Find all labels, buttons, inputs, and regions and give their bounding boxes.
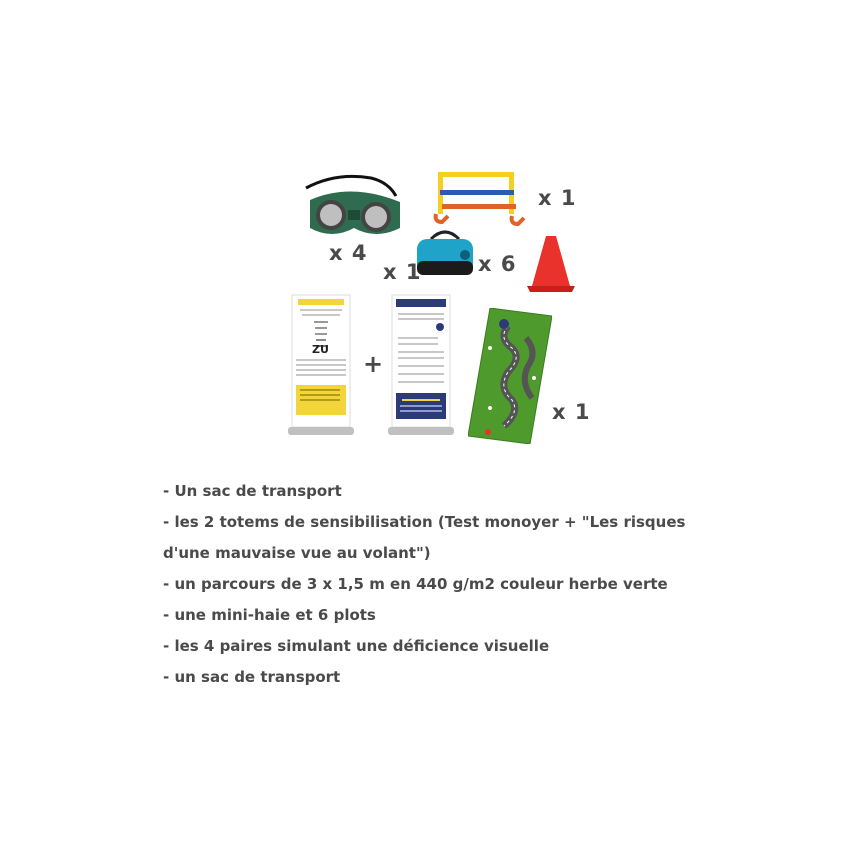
totem-left-icon — [288, 293, 354, 437]
goggles-icon — [296, 170, 414, 250]
mat-icon — [468, 308, 552, 444]
bag-quantity: x 1 — [383, 260, 422, 284]
hurdle-quantity: x 1 — [538, 186, 577, 210]
list-item: - une mini-haie et 6 plots — [163, 606, 376, 624]
list-item: - les 4 paires simulant une déficience visuelle — [163, 637, 550, 655]
list-item: d'une mauvaise vue au volant") — [163, 544, 431, 562]
totem-right-icon — [388, 293, 454, 437]
bag-icon — [413, 225, 477, 279]
plus-sign: + — [363, 350, 384, 378]
cone-icon — [526, 234, 576, 294]
list-item: - Un sac de transport — [163, 482, 342, 500]
list-item: - un sac de transport — [163, 668, 341, 686]
list-item: - les 2 totems de sensibilisation (Test monoyer + "Les risques — [163, 513, 686, 531]
mat-quantity: x 1 — [552, 400, 591, 424]
list-item: - un parcours de 3 x 1,5 m en 440 g/m2 couleur herbe verte — [163, 575, 668, 593]
hurdle-icon — [432, 166, 528, 228]
cones-quantity: x 6 — [478, 252, 517, 276]
contents-list — [163, 476, 685, 693]
totem-left-title: ZU — [312, 343, 329, 356]
goggles-quantity: x 4 — [329, 241, 368, 265]
